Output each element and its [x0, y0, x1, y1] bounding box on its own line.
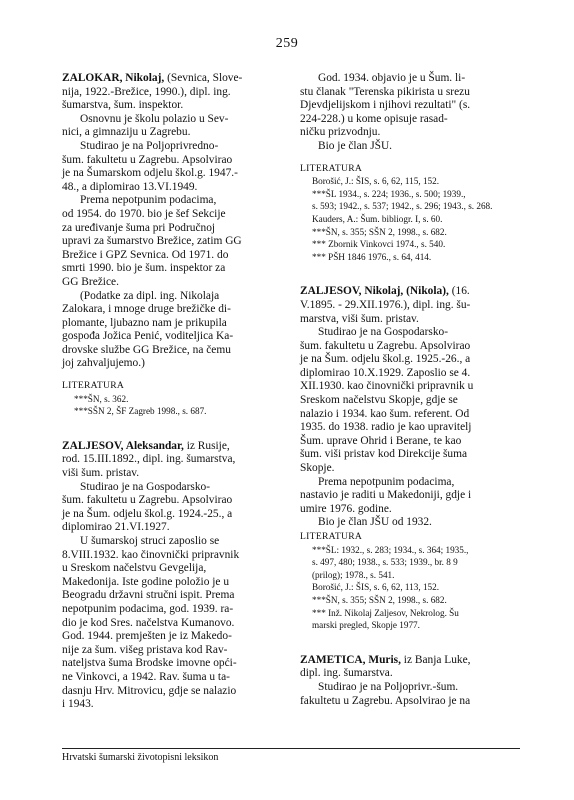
text-line: Studirao je na Poljoprivredno- — [80, 139, 219, 152]
heading-text: (16. — [448, 285, 470, 298]
entry-heading — [300, 285, 520, 326]
paragraph — [300, 72, 520, 140]
text-line: za uređivanje šuma pri Područnoj — [62, 221, 216, 234]
text-line: stu članak "Terenska pikirista u srezu — [300, 85, 470, 98]
text-line: Zalokara, i mnoge druge brežičke di- — [62, 303, 231, 316]
text-line: Beogradu državni stručni ispit. Prema — [62, 589, 235, 602]
literature-heading: LITERATURA — [300, 162, 363, 174]
text-line: drovske službe GG Brežice, na čemu — [62, 343, 231, 356]
left-column — [62, 72, 282, 712]
headword: ZALJESOV, Aleksandar, — [62, 439, 184, 452]
right-column — [300, 72, 520, 708]
paragraph — [300, 140, 520, 154]
text-line: plomante, ljubazno nam je prikupila — [62, 316, 227, 329]
literature-item: ***ŠN, s. 362. — [74, 393, 129, 404]
text-line: šumarstva, šum. inspektor. — [62, 99, 184, 112]
text-line: Sreskom načelstvu Skopje, gdje se — [300, 394, 458, 407]
text-line: marstva, viši šum. pristav. — [300, 312, 419, 325]
text-line: God. 1944. premješten je iz Makedo- — [62, 630, 232, 643]
text-line: šum. fakultetu u Zagrebu. Apsolvirao — [300, 339, 471, 352]
literature-heading: LITERATURA — [300, 531, 363, 542]
literature-item: *** Zbornik Vinkovci 1974., s. 540. — [312, 239, 446, 250]
text-line: diplomirao 21.VI.1927. — [62, 521, 170, 534]
text-line: Skopje. — [300, 462, 335, 475]
text-line: dio je kod Sres. načelstva Kumanovo. — [62, 616, 235, 629]
text-line: nija, 1922.-Brežice, 1990.), dipl. ing. — [62, 85, 231, 98]
text-line: ne Vinkovci, a 1942. Rav. šuma u ta- — [62, 670, 230, 683]
text-line: šum. fakultetu u Zagrebu. Apsolvirao — [62, 153, 233, 166]
text-line: diplomirao 10.X.1929. Zaposlio se 4. — [300, 366, 471, 379]
text-line: šum. fakultetu u Zagrebu. Apsolvirao — [62, 494, 233, 507]
literature-item: (prilog); 1978., s. 541. — [312, 569, 395, 580]
heading-text: (Sevnica, Slove- — [164, 72, 243, 84]
heading-text: iz Banja Luke, — [400, 653, 471, 666]
text-line: nije za šum. višeg pristava kod Rav- — [62, 643, 228, 656]
text-line: fakultetu u Zagrebu. Apsolvirao je na — [300, 694, 471, 707]
text-line: XII.1930. kao činovnički pripravnik u — [300, 380, 474, 393]
text-line: 1935. do 1938. radio je kao upravitelj — [300, 421, 472, 434]
entry-heading — [62, 440, 282, 481]
text-line: i 1943. — [62, 698, 94, 711]
text-line: joj zahvaljujemo.) — [62, 357, 145, 370]
literature-item: ***ŠN, s. 355; SŠN 2, 1998., s. 682. — [312, 226, 447, 237]
text-line: Studirao je na Gospodarsko- — [318, 326, 449, 339]
text-line: Bio je član JŠU od 1932. — [318, 516, 432, 529]
text-line: dipl. ing. šumarstva. — [300, 667, 393, 680]
literature-item: marski pregled, Skopje 1977. — [312, 620, 420, 631]
text-line: Šum. uprave Ohrid i Berane, te kao — [300, 434, 462, 447]
text-line: dasnju Hrv. Mitrovicu, gdje se nalazio — [62, 684, 237, 697]
paragraph — [62, 194, 282, 289]
text-line: nateljstva šuma Brodske imovne opći- — [62, 657, 237, 670]
text-line: (Podatke za dipl. ing. Nikolaja — [80, 289, 220, 302]
text-line: 8.VIII.1932. kao činovnički pripravnik — [62, 548, 240, 561]
entry-zalokar — [62, 72, 282, 418]
literature-item: ***SŠN 2, ŠF Zagreb 1998., s. 687. — [74, 406, 207, 417]
literature-item: ***ŠL 1934., s. 224; 1936., s. 500; 1939., — [312, 188, 466, 199]
text-line: ničku prizvodnju. — [300, 126, 381, 139]
paragraph — [62, 535, 282, 712]
entry-heading — [300, 654, 520, 681]
text-line: nici, a gimnaziju u Zagrebu. — [62, 126, 191, 139]
paragraph — [62, 126, 282, 140]
text-line: Studirao je na Gospodarsko- — [80, 480, 211, 493]
text-line: Bio je član JŠU. — [318, 139, 393, 152]
text-line: nalazio i 1934. kao šum. referent. Od — [300, 407, 470, 420]
paragraph — [62, 140, 282, 194]
page-number: 259 — [275, 36, 299, 51]
text-line: u Sreskom načelstvu Gevgelija, — [62, 562, 207, 575]
footer-rule — [62, 748, 520, 749]
text-line: od 1954. do 1970. bio je šef Sekcije — [62, 207, 226, 220]
running-footer: Hrvatski šumarski životopisni leksikon — [62, 752, 219, 763]
literature-heading: LITERATURA — [62, 380, 125, 392]
text-line: gospođa Jožica Penić, voditeljica Ka- — [62, 330, 234, 343]
text-line: upravi za šumarstvo Brežice, zatim GG — [62, 235, 242, 248]
paragraph — [300, 681, 520, 708]
literature-item: s. 593; 1942., s. 537; 1942., s. 296; 1943., s. 268. — [312, 201, 493, 212]
text-line: Osnovnu je školu polazio u Sev- — [80, 112, 229, 125]
entry-zaljesov-nikolaj — [300, 285, 520, 631]
text-line: God. 1934. objavio je u Šum. li- — [318, 72, 466, 84]
paragraph — [300, 476, 520, 517]
headword: ZALOKAR, Nikolaj, — [62, 72, 165, 84]
paragraph — [62, 290, 282, 372]
headword: ZAMETICA, Muris, — [300, 653, 401, 666]
heading-text: iz Rusije, — [183, 439, 230, 452]
paragraph — [300, 326, 520, 476]
literature-item: Borošić, J.: ŠIS, s. 6, 62, 113, 152. — [312, 582, 440, 593]
text-line: Djevdjelijskom i njihovi rezultati" (s. — [300, 99, 471, 112]
text-line: je na Šumarskom odjelu škol.g. 1947.- — [62, 167, 238, 180]
literature-item: ***ŠL: 1932., s. 283; 1934., s. 364; 1935., — [312, 544, 469, 555]
paragraph — [62, 481, 282, 535]
literature-list — [300, 175, 520, 263]
text-line: umire 1976. godine. — [300, 502, 392, 515]
text-line: 48., a diplomirao 13.VI.1949. — [62, 180, 198, 193]
text-line: nepotpunim podacima, god. 1939. ra- — [62, 602, 234, 615]
text-line: nastavio je raditi u Makedoniji, gdje i — [300, 489, 472, 502]
text-line: je na Šum. odjelu škol.g. 1924.-25., a — [62, 507, 233, 520]
text-line: V.1895. - 29.XII.1976.), dipl. ing. šu- — [300, 298, 471, 311]
literature-item: *** Inž. Nikolaj Zaljesov, Nekrolog. Šu — [312, 607, 459, 618]
literature-item: s. 497, 480; 1938., s. 533; 1939., br. 8 9 — [312, 557, 458, 568]
text-line: rod. 15.III.1892., dipl. ing. šumarstva, — [62, 453, 236, 466]
entry-zaljesov-aleksandar — [62, 440, 282, 712]
literature-item: Kauders, A.: Šum. bibliogr. I, s. 60. — [312, 213, 443, 224]
literature-list — [300, 544, 520, 632]
entry-heading — [62, 72, 282, 113]
text-line: Prema nepotpunim podacima, — [80, 194, 217, 207]
literature-item: *** PŠH 1846 1976., s. 64, 414. — [312, 251, 432, 262]
text-line: U šumarskoj struci zaposlio se — [80, 535, 220, 547]
paragraph — [62, 113, 282, 127]
text-line: viši šum. pristav. — [62, 467, 140, 480]
text-line: je na Šum. odjelu škol.g. 1925.-26., a — [300, 353, 471, 366]
text-line: smrti 1990. bio je šum. inspektor za — [62, 262, 226, 275]
text-line: Prema nepotpunim podacima, — [318, 475, 455, 488]
paragraph — [300, 516, 520, 530]
text-line: GG Brežice. — [62, 275, 119, 288]
literature-item: Borošić, J.: ŠIS, s. 6, 62, 115, 152. — [312, 176, 440, 187]
literature-item: ***ŠN, s. 355; SŠN 2, 1998., s. 682. — [312, 594, 447, 605]
text-line: Studirao je na Poljoprivr.-šum. — [318, 680, 459, 693]
entry-zalokar-continued — [300, 72, 520, 263]
literature-list — [62, 393, 282, 418]
text-line: šum. viši pristav kod Direkcije šuma — [300, 448, 468, 461]
text-line: 224-228.) u kome opisuje rasad- — [300, 112, 448, 125]
text-line: Brežice i GPZ Sevnica. Od 1971. do — [62, 248, 229, 261]
headword: ZALJESOV, Nikolaj, (Nikola), — [300, 285, 449, 298]
entry-zametica — [300, 654, 520, 708]
text-line: Makedonija. Iste godine položio je u — [62, 575, 230, 588]
